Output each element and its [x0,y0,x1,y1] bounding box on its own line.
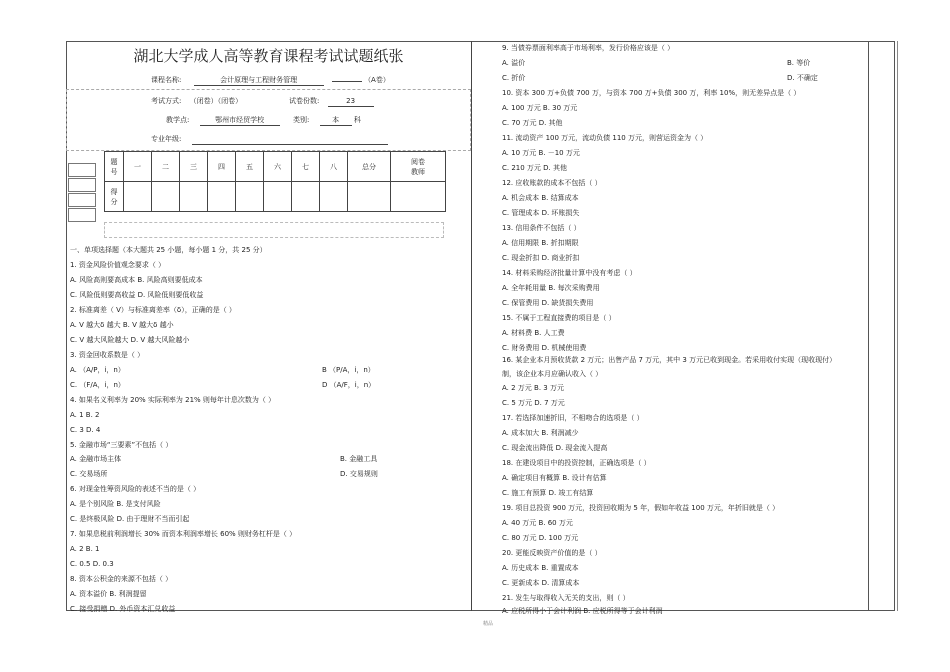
question-line: A. 历史成本 B. 重置成本 [502,564,579,572]
question-line: C. 交易场所 [70,470,108,478]
question-line: 12. 应收账款的成本不包括（ ） [502,179,602,187]
question-line: 18. 在建设项目中的投资控制，正确选项是（ ） [502,459,651,467]
exam-mode-row [151,97,242,106]
question-line: A. 成本加大 B. 利润减少 [502,429,579,437]
question-line: B （P/A，i，n） [322,366,375,374]
copies-row [289,97,374,107]
question-line: A. 溢价 [502,59,526,67]
question-line: 19. 项目总投资 900 万元，投资回收期为 5 年，假如年收益 100 万元，年折旧就是（ ） [502,504,780,512]
stub-box [68,193,96,207]
category-label: 类别: [293,116,310,124]
score-header-row [105,152,446,182]
question-line: 制，该企业本月应确认收入（ ） [502,370,603,378]
question-line: C. 现金折扣 D. 商业折扣 [502,254,580,262]
question-line: C. 更新成本 D. 清算成本 [502,579,580,587]
reviewer-label: 教师 [411,167,425,176]
col-header: 五 [236,152,264,182]
question-line: C. 施工有预算 D. 竣工有结算 [502,489,594,497]
question-line: A. 机会成本 B. 结算成本 [502,194,579,202]
question-line: 7. 如果息税前利润增长 30% 而资本利润率增长 60% 则财务杠杆是（ ） [70,530,297,538]
question-line: C. 财务费用 D. 机械使用费 [502,344,587,352]
question-line: 10. 资本 300 万+负债 700 万，与资本 700 万+负债 300 万，利率 10%，则无差异点是（ ） [502,89,801,97]
col-header: 七 [292,152,320,182]
score-cell[interactable] [264,182,292,212]
score-cell[interactable] [124,182,152,212]
question-line: A. 2 B. 1 [70,545,100,553]
question-line: B. 金融工具 [340,455,378,463]
score-cell[interactable] [320,182,348,212]
question-line: C. 风险低则要高收益 D. 风险低则要低收益 [70,291,204,299]
page-edge-line [897,41,898,611]
score-cell[interactable] [348,182,391,212]
exam-mode: （闭卷）（闭卷） [189,97,243,105]
site-row [166,116,280,126]
col-header: 一 [124,152,152,182]
question-line: D. 交易规则 [340,470,378,478]
question-line: 一、单项选择题（本大题共 25 小题，每小题 1 分，共 25 分） [70,246,267,254]
score-value-row [105,182,446,212]
question-line: 16. 某企业本月预收货款 2 万元；出售产品 7 万元，其中 3 万元已收到现金。若采用收付实现（现收现付） [502,356,837,364]
site-label: 教学点: [166,116,190,124]
exam-title: 湖北大学成人高等教育课程考试试题纸张 [133,47,404,65]
course-label: 课程名称: [151,76,182,84]
question-line: 15. 不属于工程直接费的项目是（ ） [502,314,616,322]
question-line: 1. 资金风险价值观念要求（ ） [70,261,166,269]
question-line: A. V 越大δ 越大 B. V 越大δ 越小 [70,321,174,329]
question-line: A. 全年耗用量 B. 每次采购费用 [502,284,600,292]
question-line: 3. 资金回收系数是（ ） [70,351,145,359]
question-line: C. 是终极风险 D. 由于理财不当而引起 [70,515,190,523]
label-char: 分 [110,197,118,206]
question-line: A. 1 B. 2 [70,411,100,419]
question-line: C. 80 万元 D. 100 万元 [502,534,579,542]
row-label-cell [105,152,124,182]
question-line: C. 5 万元 D. 7 万元 [502,399,565,407]
col-header: 六 [264,152,292,182]
stub-box [68,178,96,192]
question-line: C. 接受捐赠 D. 外币资本汇兑收益 [70,605,176,613]
col-header: 二 [152,152,180,182]
question-line: A. 是个别风险 B. 是支付风险 [70,500,161,508]
question-line: C. 0.5 D. 0.3 [70,560,114,568]
category-suffix: 科 [353,116,361,124]
question-line: 21. 发生与取得收入无关的支出，则（ ） [502,594,630,602]
question-line: 17. 若选择加速折旧，不相吻合的选项是（ ） [502,414,644,422]
reviewer-label: 阅卷 [411,157,425,166]
question-line: B. 等价 [787,59,811,67]
course-row [151,76,390,86]
score-cell[interactable] [236,182,264,212]
question-line: 14. 材料采购经济批量计算中没有考虑（ ） [502,269,637,277]
question-line: C. 70 万元 D. 其他 [502,119,563,127]
question-line: A. （A/P，i，n） [70,366,125,374]
course-blank [332,81,362,82]
question-line: A. 应税所得小于会计利润 B. 应税所得等于会计利润 [502,607,663,615]
question-line: A. 确定项目有概算 B. 设计有估算 [502,474,607,482]
question-line: 20. 更能反映资产价值的是（ ） [502,549,602,557]
copies-value: 23 [328,97,374,107]
question-line: C. （F/A，i，n） [70,381,125,389]
question-line: C. 3 D. 4 [70,426,101,434]
col-header: 三 [180,152,208,182]
question-line: 4. 如果名义利率为 20% 实际利率为 21% 则每年计息次数为（ ） [70,396,276,404]
copies-label: 试卷份数: [289,97,320,105]
category-row [293,116,361,126]
question-line: 11. 流动资产 100 万元，流动负债 110 万元，则营运资金为（ ） [502,134,708,142]
question-line: C. 折价 [502,74,526,82]
category-value: 本 [320,116,352,126]
question-line: D （A/F，i，n） [322,381,376,389]
footer-mark: 精品 [483,621,494,627]
question-line: A. 信用期限 B. 折扣期限 [502,239,579,247]
paper-version: （A卷） [364,76,390,84]
column-divider [471,41,472,611]
question-line: A. 40 万元 B. 60 万元 [502,519,573,527]
question-line: C. 210 万元 D. 其他 [502,164,567,172]
score-cell[interactable] [180,182,208,212]
major-row [151,135,388,145]
score-cell[interactable] [208,182,236,212]
question-line: A. 100 万元 B. 30 万元 [502,104,578,112]
question-line: 6. 对现金性筹资风险的表述不当的是（ ） [70,485,201,493]
question-line: A. 材料费 B. 人工费 [502,329,565,337]
question-line: A. 资本溢价 B. 利润提留 [70,590,147,598]
label-char: 题 [110,157,118,166]
stub-box [68,208,96,222]
question-line: D. 不确定 [787,74,818,82]
col-header: 八 [320,152,348,182]
question-line: C. 管理成本 D. 坏账损失 [502,209,580,217]
stub-box [68,163,96,177]
row-label-cell [105,182,124,212]
question-line: C. 现金流出降低 D. 现金流入提高 [502,444,608,452]
col-header: 总分 [348,152,391,182]
col-header: 四 [208,152,236,182]
question-line: A. 10 万元 B. －10 万元 [502,149,580,157]
major-label: 专业年级: [151,135,182,143]
seal-line-box [104,222,444,238]
score-cell[interactable] [391,182,446,212]
label-char: 得 [110,187,118,196]
course-name: 会计原理与工程财务管理 [194,76,324,86]
question-line: 9. 当债券票面利率高于市场利率，发行价格应该是（ ） [502,44,675,52]
exam-mode-label: 考试方式: [151,97,182,105]
question-line: 13. 信用条件不包括（ ） [502,224,581,232]
question-line: 5. 金融市场“三要素”不包括（ ） [70,441,173,449]
score-cell[interactable] [292,182,320,212]
label-char: 号 [110,167,118,176]
score-cell[interactable] [152,182,180,212]
question-line: A. 金融市场主体 [70,455,122,463]
question-line: C. 保管费用 D. 缺货损失费用 [502,299,594,307]
question-line: A. 2 万元 B. 3 万元 [502,384,564,392]
binding-line [868,41,869,611]
score-table [104,151,446,212]
question-line: A. 风险高则要高成本 B. 风险高则要低成本 [70,276,203,284]
reviewer-cell [391,152,446,182]
major-blank [192,135,388,145]
question-line: C. V 越大风险越大 D. V 越大风险越小 [70,336,190,344]
question-line: 8. 资本公积金的来源不包括（ ） [70,575,173,583]
site-value: 鄂州市经贸学校 [200,116,280,126]
question-line: 2. 标准离差（ V）与标准离差率（δ），正确的是（ ） [70,306,236,314]
